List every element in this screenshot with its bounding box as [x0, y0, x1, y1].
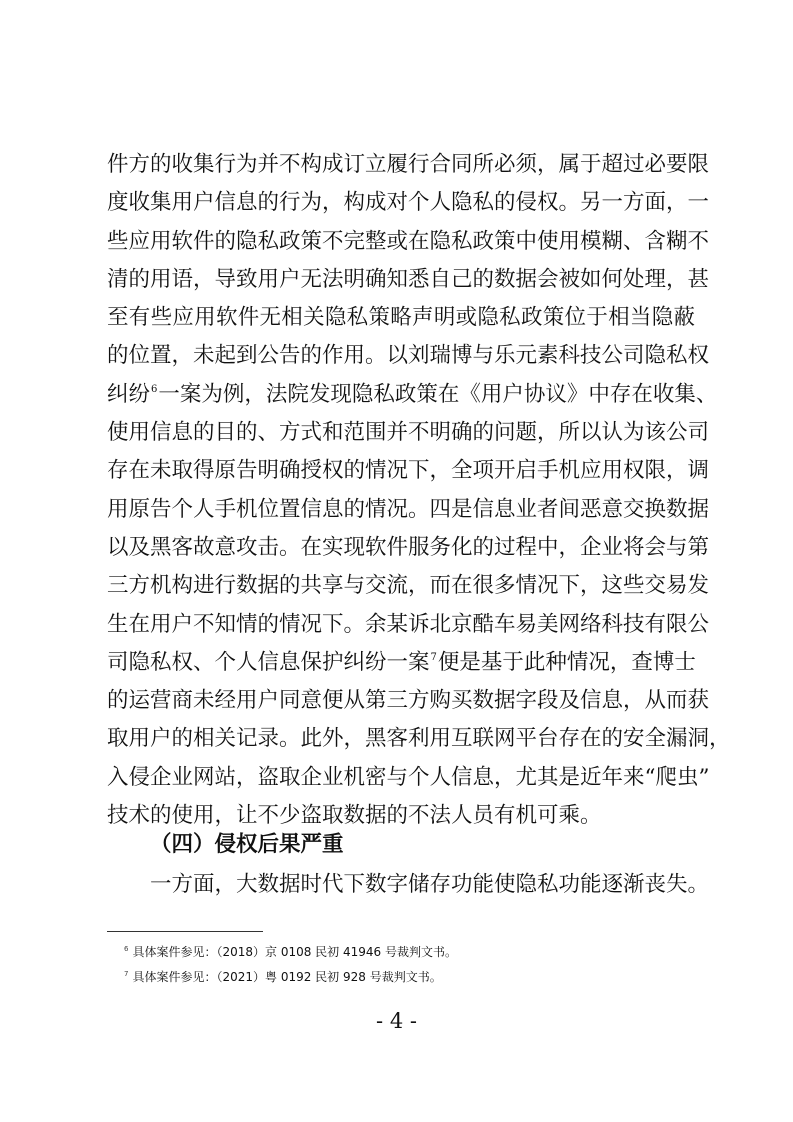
text-line: 以及黑客故意攻击。在实现软件服务化的过程中，企业将会与第 [107, 534, 710, 560]
footnote-divider [107, 931, 263, 932]
text-line: 的运营商未经用户同意便从第三方购买数据字段及信息，从而获 [107, 688, 710, 714]
text-line: 存在未取得原告明确授权的情况下，全项开启手机应用权限，调 [107, 458, 710, 484]
footnotes [124, 941, 457, 991]
text-line: 使用信息的目的、方式和范围并不明确的问题，所以认为该公司 [107, 420, 710, 446]
body-paragraph [107, 146, 731, 835]
text-line [107, 644, 695, 682]
text-segment: 便是基于此种情况，查博士 [437, 649, 696, 675]
footnote-item [124, 966, 457, 991]
text-segment: 纠纷 [107, 381, 151, 407]
text-segment: 一案为例，法院发现隐私政策在《用户协议》中存在收集、 [158, 381, 718, 407]
footnote-text: 具体案件参见：（2021）粤 0192 民初 928 号裁判文书。 [132, 970, 442, 984]
text-segment: 司隐私权、个人信息保护纠纷一案 [107, 649, 430, 675]
text-line: 至有些应用软件无相关隐私策略声明或隐私政策位于相当隐蔽 [107, 305, 695, 331]
footnote-item [124, 941, 457, 966]
text-line: 取用户的相关记录。此外，黑客利用互联网平台存在的安全漏洞， [107, 726, 731, 752]
footnote-text: 具体案件参见：（2018）京 0108 民初 41946 号裁判文书。 [132, 945, 457, 959]
text-line: 件方的收集行为并不构成订立履行合同所必须，属于超过必要限 [107, 152, 710, 177]
text-line: 技术的使用，让不少盗取数据的不法人员有机可乘。 [107, 803, 602, 829]
text-line: 入侵企业网站，盗取企业机密与个人信息，尤其是近年来“爬虫” [107, 764, 710, 790]
text-line: 清的用语，导致用户无法明确知悉自己的数据会被如何处理，甚 [107, 266, 710, 292]
text-line: 些应用软件的隐私政策不完整或在隐私政策中使用模糊、含糊不 [107, 228, 710, 254]
section-first-line: 一方面，大数据时代下数字储存功能使隐私功能逐渐丧失。 [150, 872, 710, 897]
text-line: 度收集用户信息的行为，构成对个人隐私的侵权。另一方面，一 [107, 190, 710, 216]
section-heading: （四）侵权后果严重 [150, 832, 344, 857]
text-line: 用原告个人手机位置信息的情况。四是信息业者间恶意交换数据 [107, 496, 710, 522]
text-line: 生在用户不知情的情况下。余某诉北京酷车易美网络科技有限公 [107, 611, 710, 637]
text-line [107, 376, 718, 414]
page-number: - 4 - [376, 1009, 417, 1033]
text-line: 三方机构进行数据的共享与交流，而在很多情况下，这些交易发 [107, 573, 710, 599]
text-line: 的位置，未起到公告的作用。以刘瑞博与乐元素科技公司隐私权 [107, 343, 710, 369]
footnote-mark: 7 [124, 970, 129, 978]
footnote-reference[interactable]: 7 [430, 651, 437, 663]
footnote-mark: 6 [124, 945, 129, 953]
footnote-reference[interactable]: 6 [151, 383, 158, 395]
